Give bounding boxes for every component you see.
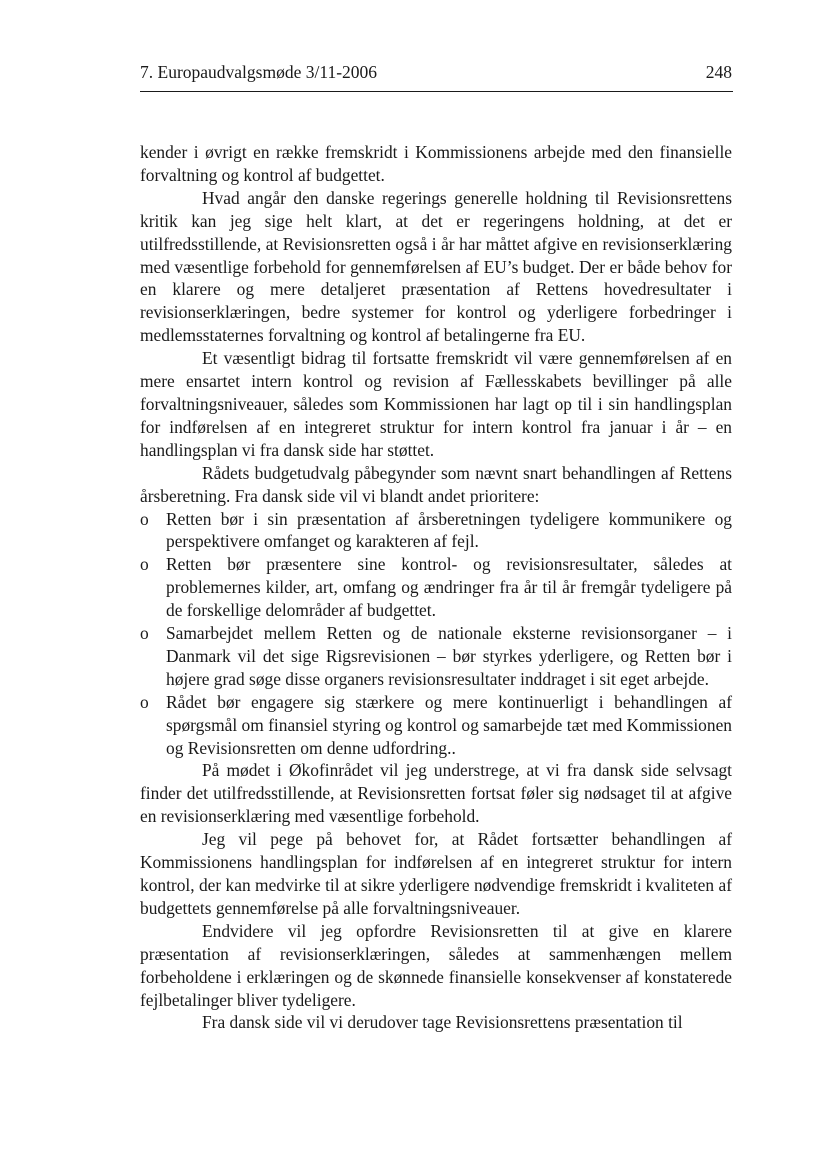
list-item bbox=[140, 622, 732, 691]
paragraph: På mødet i Økofinrådet vil jeg understrege, at vi fra dansk side selvsagt finder det utilfredsstillende, at Revisionsretten fortsat føler sig nødsaget til at afgive en revisionserklæring med væsentlige forbehold. bbox=[140, 760, 732, 827]
paragraph: kender i øvrigt en række fremskridt i Kommissionens arbejde med den finansielle forvaltning og kontrol af budgettet. bbox=[140, 142, 732, 185]
list-item-text: Samarbejdet mellem Retten og de nationale eksterne revisionsorganer – i Danmark vil det sige Rigsrevisionen – bør styrkes yderligere, og Retten bør i højere grad søge disse organers revisionsresultater inddraget i sit eget arbejde. bbox=[166, 623, 732, 689]
body-text bbox=[140, 141, 732, 1034]
paragraph: Fra dansk side vil vi derudover tage Revisionsrettens præsentation til bbox=[202, 1012, 683, 1033]
paragraph: Endvidere vil jeg opfordre Revisionsretten til at give en klarere præsentation af revisionserklæringen, således at sammenhængen mellem forbeholdene i erklæringen og de skønnede finansielle konsekvenser af konstaterede fejlbetalinger bliver tydeligere. bbox=[140, 920, 732, 1010]
list-item bbox=[140, 553, 732, 622]
bullet-marker: o bbox=[140, 623, 149, 644]
header-title: 7. Europaudvalgsmøde 3/11-2006 bbox=[140, 62, 378, 82]
list-item bbox=[140, 691, 732, 760]
list-item-text: Rådet bør engagere sig stærkere og mere kontinuerligt i behandlingen af spørgsmål om finansiel styring og kontrol og samarbejde tæt med Kommissionen og Revisionsretten om denne udfordring.. bbox=[166, 691, 732, 758]
paragraph: Et væsentligt bidrag til fortsatte fremskridt vil være gennemførelsen af en mere ensartet intern kontrol og revision af Fællesskabets bevillinger på alle forvaltningsniveauer, således som Kommissionen har lagt op til i sin handlingsplan for indførelsen af en integreret struktur for intern kontrol fra januar i år – en handlingsplan vi fra dansk side har støttet. bbox=[140, 348, 732, 460]
list-item bbox=[140, 508, 732, 554]
paragraph: Rådets budgetudvalg påbegynder som nævnt snart behandlingen af Rettens årsberetning. Fra dansk side vil vi blandt andet prioritere: bbox=[140, 462, 732, 506]
paragraph: Hvad angår den danske regerings generelle holdning til Revisionsrettens kritik kan jeg sige helt klart, at det er regeringens holdning, at det er utilfredsstillende, at Revisionsretten også i år har måttet afgive en revisionserklæring med væsentlige forbehold for gennemførelsen af EU’s budget. Der er både behov for en klarere og mere detaljeret præsentation af Rettens hovedresultater i revisionserklæringen, bedre systemer for kontrol og yderligere forbedringer i medlemsstaternes forvaltning og kontrol af betalingerne fra EU. bbox=[140, 187, 732, 346]
priority-list bbox=[140, 508, 732, 760]
bullet-marker: o bbox=[140, 508, 149, 529]
bullet-marker: o bbox=[140, 691, 149, 712]
bullet-marker: o bbox=[140, 554, 149, 575]
page-number: 248 bbox=[705, 62, 732, 82]
header-rule bbox=[140, 91, 733, 92]
list-item-text: Retten bør præsentere sine kontrol- og revisionsresultater, således at problemernes kilder, art, omfang og ændringer fra år til år fremgår tydeligere på de forskellige delområder af budgettet. bbox=[166, 554, 732, 621]
list-item-text: Retten bør i sin præsentation af årsberetningen tydeligere kommunikere og perspektivere omfanget og karakteren af fejl. bbox=[166, 508, 732, 552]
page-header bbox=[140, 60, 732, 84]
paragraph: Jeg vil pege på behovet for, at Rådet fortsætter behandlingen af Kommissionens handlingsplan for indførelsen af en integreret struktur for intern kontrol, der kan medvirke til at sikre yderligere nødvendige fremskridt i kvaliteten af budgettets gennemførelse på alle forvaltningsniveauer. bbox=[140, 829, 732, 918]
